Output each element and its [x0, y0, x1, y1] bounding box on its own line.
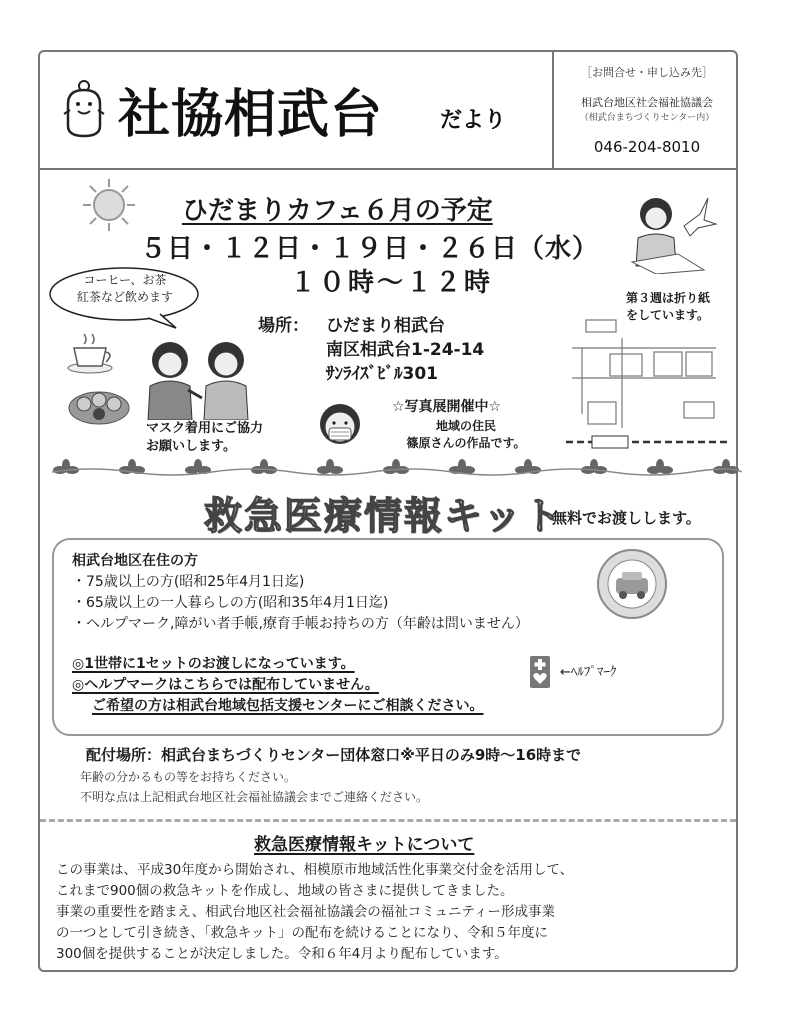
cafe-dates: ５日・１２日・１９日・２６日（水）	[140, 234, 600, 264]
clover-divider	[52, 458, 742, 482]
newsletter-title-suffix: だより	[440, 108, 507, 133]
eligibility-item: ・ヘルプマーク,障がい者手帳,療育手帳お持ちの方（年齢は問いません）	[72, 616, 529, 632]
kit-badge-icon	[596, 548, 668, 620]
help-mark-label: ←ﾍﾙﾌﾟﾏｰｸ	[560, 665, 617, 680]
about-text	[56, 860, 728, 965]
mask-request-line-1: マスク着用にご協力	[146, 421, 264, 436]
about-heading: 救急医療情報キットについて	[254, 835, 475, 855]
mascot-icon	[62, 78, 106, 140]
origami-line-2: をしています。	[626, 308, 710, 322]
bubble-line-1: コーヒー、お茶	[83, 273, 167, 287]
bubble-text	[60, 272, 190, 306]
newsletter-title: 社協相武台	[118, 85, 384, 145]
about-line: の一つとして引き続き、「救急キット」の配布を続けることになり、令和５年度に	[56, 925, 548, 941]
contact-organization-sub: （相武台まちづくりセンター内）	[579, 113, 715, 123]
photo-exhibit-line-2: 篠原さんの作品です。	[406, 436, 526, 450]
kit-note-2: ◎ヘルプマークはこちらでは配布していません。	[72, 677, 379, 693]
eligibility-heading: 相武台地区在住の方	[72, 553, 198, 569]
eligibility-item: ・75歳以上の方(昭和25年4月1日迄)	[72, 574, 305, 590]
section-divider	[40, 819, 736, 822]
eligibility-item: ・65歳以上の一人暮らしの方(昭和35年4月1日迄)	[72, 595, 389, 611]
mask-request	[146, 420, 263, 456]
place-name: ひだまり相武台	[326, 316, 445, 336]
photo-exhibit-line-1: 地域の住民	[435, 419, 496, 433]
help-mark-icon	[530, 656, 550, 688]
contact-heading: ［お問合せ・申し込み先］	[581, 66, 713, 79]
photo-exhibit-note	[376, 418, 556, 452]
contact-organization: 相武台地区社会福祉協議会	[581, 96, 713, 109]
header-column-divider	[552, 52, 554, 168]
masked-face-icon	[318, 402, 362, 448]
kit-notes	[72, 654, 483, 717]
cafe-title: ひだまりカフェ６月の予定	[182, 196, 493, 226]
distribution-note-2: 不明な点は上記相武台地区社会福祉協議会までご連絡ください。	[80, 790, 429, 804]
place-address: 南区相武台1-24-14	[326, 340, 485, 360]
mask-request-line-2: お願いします。	[146, 439, 236, 454]
distribution-place: 配付場所：相武台まちづくりセンター団体窓口※平日のみ9時～16時まで	[86, 746, 582, 764]
location-map	[566, 318, 728, 450]
place-building: ｻﾝﾗｲｽﾞﾋﾞﾙ301	[326, 364, 438, 384]
origami-woman-illustration	[628, 192, 718, 274]
origami-line-1: 第３週は折り紙	[626, 291, 711, 305]
cafe-time: １０時～１２時	[290, 268, 494, 298]
about-line: この事業は、平成30年度から開始され、相模原市地域活性化事業交付金を活用して、	[56, 862, 574, 878]
bubble-line-2: 紅茶など飲めます	[76, 290, 173, 304]
about-line: 300個を提供することが決定しました。令和６年4月より配布しています。	[56, 946, 508, 962]
cafe-location	[258, 314, 484, 386]
kit-free-note: 無料でお渡しします。	[552, 509, 701, 527]
kit-title: 救急医療情報キット	[204, 494, 564, 538]
photo-exhibit-heading: ☆写真展開催中☆	[392, 399, 502, 415]
eligibility-list	[72, 572, 529, 635]
two-women-chatting-illustration	[140, 336, 258, 420]
kit-note-1: ◎1世帯に1セットのお渡しになっています。	[72, 656, 355, 672]
sun-icon	[82, 178, 136, 232]
kit-note-3: ご希望の方は相武台地域包括支援センターにご相談ください。	[92, 698, 484, 714]
place-label: 場所：	[258, 316, 309, 336]
distribution-note-1: 年齢の分かるもの等をお持ちください。	[80, 770, 297, 784]
about-line: これまで900個の救急キットを作成し、地域の皆さまに提供してきました。	[56, 883, 514, 899]
tea-set-icon	[68, 384, 130, 426]
header-divider	[38, 168, 738, 170]
coffee-cup-icon	[64, 330, 116, 374]
contact-phone: 046-204-8010	[593, 138, 701, 156]
about-line: 事業の重要性を踏まえ、相武台地区社会福祉協議会の福祉コミュニティー形成事業	[56, 904, 555, 920]
